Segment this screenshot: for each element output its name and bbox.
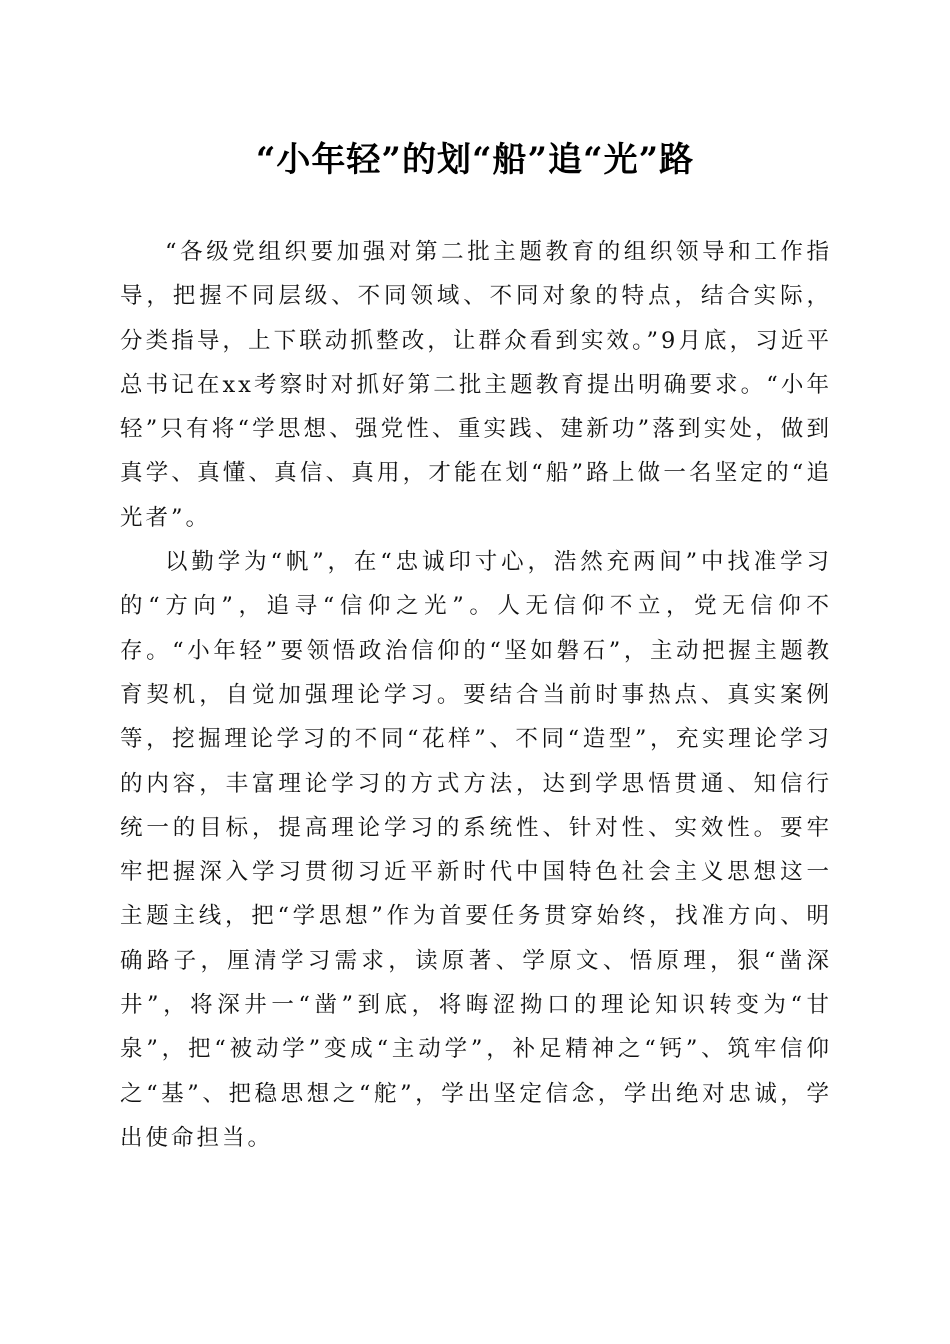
- document-title: “小年轻”的划“船”追“光”路: [255, 140, 695, 180]
- paragraph-2: 以勤学为“帆”，在“忠诚印寸心，浩然充两间”中找准学习的“方向”，追寻“信仰之光”。人无信仰不立，党无信仰不存。“小年轻”要领悟政治信仰的“坚如磐石”，主动把握主题教育契机，自觉加强理论学习。要结合当前时事热点、真实案例等，挖掘理论学习的不同“花样”、不同“造型”，充实理论学习的内容，丰富理论学习的方式方法，达到学思悟贯通、知信行统一的目标，提高理论学习的系统性、针对性、实效性。要牢牢把握深入学习贯彻习近平新时代中国特色社会主义思想这一主题主线，把“学思想”作为首要任务贯穿始终，找准方向、明确路子，厘清学习需求，读原著、学原文、悟原理，狠“凿深井”，将深井一“凿”到底，将晦涩拗口的理论知识转变为“甘泉”，把“被动学”变成“主动学”，补足精神之“钙”、筑牢信仰之“基”、把稳思想之“舵”，学出坚定信念，学出绝对忠诚，学出使命担当。: [120, 549, 832, 1151]
- paragraph-1: “各级党组织要加强对第二批主题教育的组织领导和工作指导，把握不同层级、不同领域、不同对象的特点，结合实际，分类指导，上下联动抓整改，让群众看到实效。”9月底，习近平总书记在xx考察时对抓好第二批主题教育提出明确要求。“小年轻”只有将“学思想、强党性、重实践、建新功”落到实处，做到真学、真懂、真信、真用，才能在划“船”路上做一名坚定的“追光者”。: [120, 239, 832, 531]
- document-body: [120, 230, 832, 1160]
